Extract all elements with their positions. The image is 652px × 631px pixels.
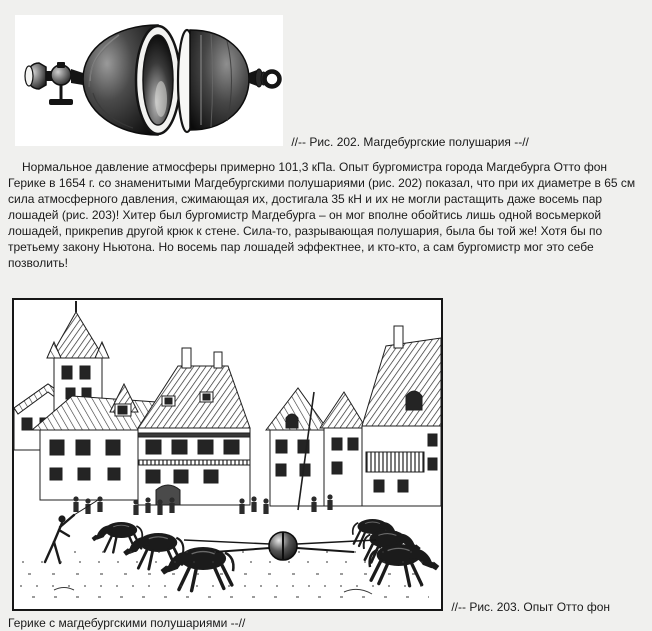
figure-203-caption: //-- Рис. 203. Опыт Отто фон Герике с магдебургскими полушариями --// [8,600,611,630]
left-valve-fitting [25,62,83,105]
figure-203-image [12,298,443,611]
right-ring-fitting [249,69,280,87]
hemispheres-sphere [269,532,297,560]
right-hemisphere [178,30,249,132]
body-paragraph: Нормальное давление атмосферы примерно 101,3 кПа. Опыт бургомистра города Магдебурга Отто фон Герике в 1654 г. со знаменитыми Магдебургскими полушариями (рис. 202) показал, что при их диаметре в 65 см сила атмосферного давления, сжимающая их, достигала 35 кН и их не могли растащить даже восемь пар лошадей (рис. 203)! Хитер был бургомистр Магдебурга – он мог вполне обойтись лишь одной восьмеркой лошадей, прикрепив другой крюк к стене. Сила-то, разрывающая полушария, была бы той же! Хотя бы по третьему закону Ньютона. Но восемь пар лошадей эффектнее, и кто-кто, а сам бургомистр мог это себе позволить! [8,160,636,270]
left-hemisphere [83,25,180,135]
figure-202-caption: //-- Рис. 202. Магдебургские полушария --// [291,135,529,149]
figure-202-image [15,15,283,146]
figure-203-block [8,298,644,631]
figure-202-block [8,15,644,150]
